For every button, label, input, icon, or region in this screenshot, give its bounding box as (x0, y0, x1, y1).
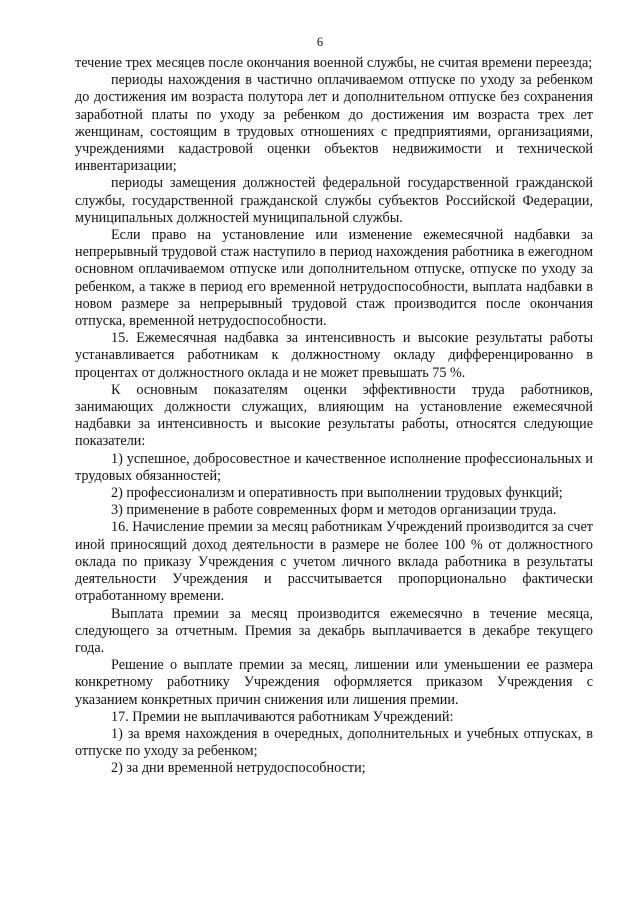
paragraph: периоды замещения должностей федеральной государственной гражданской службы, государственной гражданской службы субъектов Российской Федерации, муниципальных должностей муниципальной службы. (75, 175, 593, 226)
paragraph: 2) профессионализм и оперативность при выполнении трудовых функций; (111, 485, 563, 502)
paragraph: 1) за время нахождения в очередных, дополнительных и учебных отпусках, в отпуске по уходу за ребенком; (75, 725, 593, 760)
paragraph: 17. Премии не выплачиваются работникам Учреждений: (111, 708, 454, 725)
paragraph: 2) за дни временной нетрудоспособности; (111, 760, 366, 777)
document-body (75, 55, 593, 778)
paragraph: 1) успешное, добросовестное и качественное исполнение профессиональных и трудовых обязанностей; (75, 450, 593, 484)
paragraph: периоды нахождения в частично оплачиваемом отпуске по уходу за ребенком до достижения им возраста полутора лет и дополнительном отпуске без сохранения заработной платы по уходу за ребенком до достижения им возраста трех лет женщинам, состоящим в трудовых отношениях с предприятиями, организациями, учреждениями кадастровой оценки объектов недвижимости и технической инвентаризации; (75, 72, 593, 175)
paragraph: 3) применение в работе современных форм и методов организации труда. (111, 502, 557, 519)
paragraph: Решение о выплате премии за месяц, лишении или уменьшении ее размера конкретному работнику Учреждения оформляется приказом Учреждения с указанием конкретных причин снижения или лишения премии. (75, 657, 593, 708)
paragraph: Если право на установление или изменение ежемесячной надбавки за непрерывный трудовой стаж наступило в период нахождения работника в ежегодном основном оплачиваемом отпуске или дополнительном отпуске, отпуске по уходу за ребенком, а также в период его временной нетрудоспособности, выплата надбавки в новом размере за непрерывный трудовой стаж производится после окончания отпуска, временной нетрудоспособности. (75, 227, 593, 330)
paragraph: К основным показателям оценки эффективности труда работников, занимающих должности служащих, влияющим на установление ежемесячной надбавки за интенсивность и высокие результаты работы, относятся следующие показатели: (75, 381, 593, 450)
page-number: 6 (316, 35, 324, 49)
paragraph: 15. Ежемесячная надбавка за интенсивность и высокие результаты работы устанавливается работникам к должностному окладу дифференцированно в процентах от должностного оклада и не может превышать 75 %. (75, 330, 593, 381)
paragraph: течение трех месяцев после окончания военной службы, не считая времени переезда; (75, 55, 593, 71)
paragraph: Выплата премии за месяц производится ежемесячно в течение месяца, следующего за отчетным. Премия за декабрь выплачивается в декабре текущего года. (75, 605, 593, 656)
paragraph: 16. Начисление премии за месяц работникам Учреждений производится за счет иной приносящий доход деятельности в размере не более 100 % от должностного оклада по приказу Учреждения с учетом личного вклада работника в результаты деятельности Учреждения и рассчитывается пропорционально фактически отработанному времени. (75, 519, 593, 605)
